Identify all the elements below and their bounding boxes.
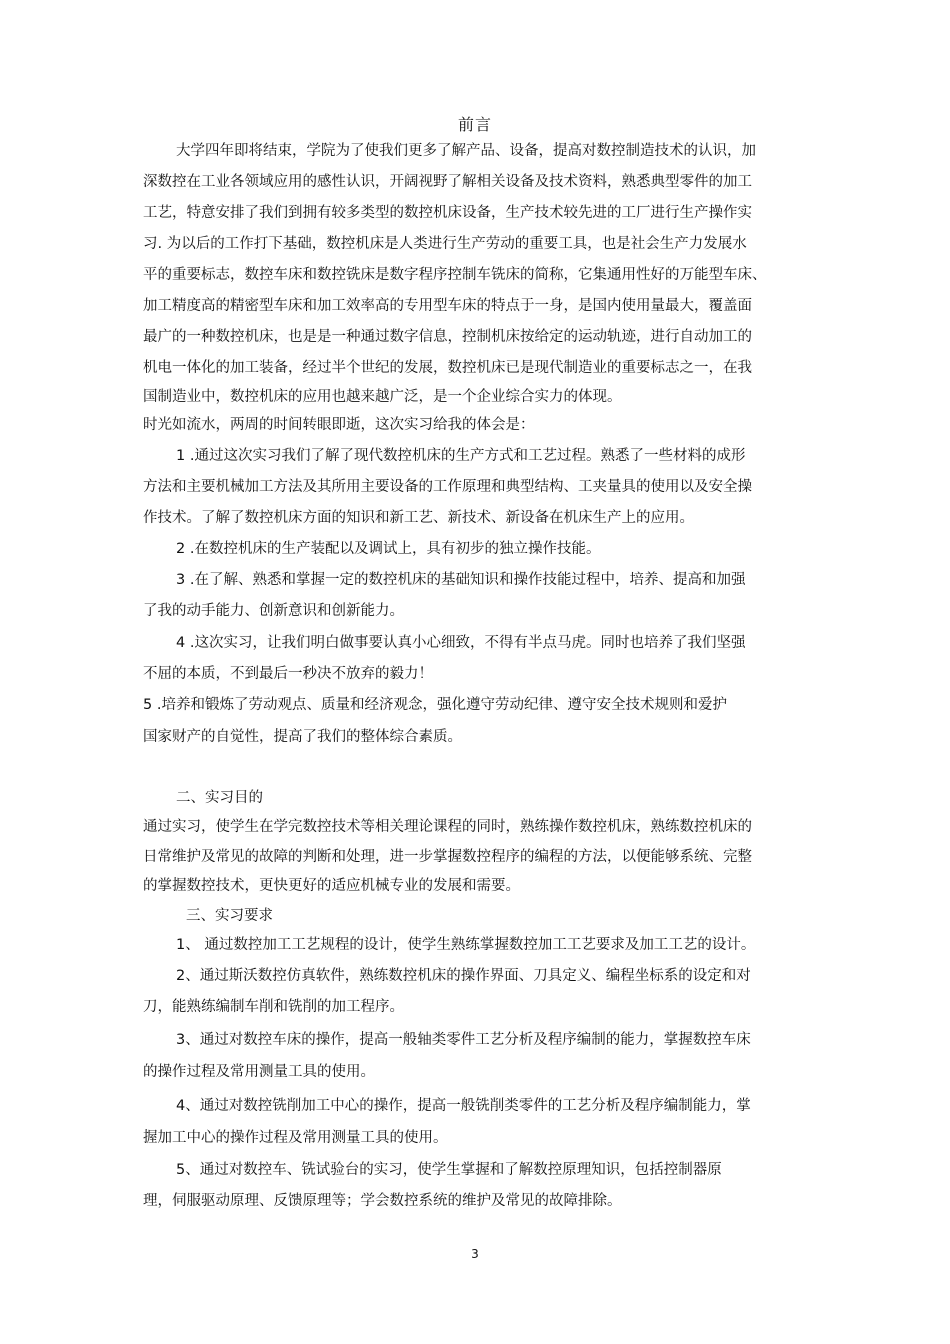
experience-line: 1 .通过这次实习我们了解了现代数控机床的生产方式和工艺过程。熟悉了一些材料的成形	[176, 448, 746, 464]
experience-line: 2 .在数控机床的生产装配以及调试上，具有初步的独立操作技能。	[176, 541, 601, 557]
intro-line: 加工精度高的精密型车床和加工效率高的专用型车床的特点于一身，是国内使用量最大，覆盖面	[143, 298, 752, 314]
experience-line: 方法和主要机械加工方法及其所用主要设备的工作原理和典型结构、工夹量具的使用以及安全操	[143, 479, 752, 495]
intro-line: 机电一体化的加工装备，经过半个世纪的发展，数控机床已是现代制造业的重要标志之一，在我	[143, 360, 752, 376]
section-line: 握加工中心的操作过程及常用测量工具的使用。	[143, 1130, 448, 1146]
experience-line: 5 .培养和锻炼了劳动观点、质量和经济观念，强化遵守劳动纪律、遵守安全技术规则和爱护	[143, 697, 727, 713]
intro-line: 工艺，特意安排了我们到拥有较多类型的数控机床设备，生产技术较先进的工厂进行生产操作实	[143, 205, 752, 221]
section-line: 4、通过对数控铣削加工中心的操作，提高一般铣削类零件的工艺分析及程序编制能力，掌	[176, 1098, 751, 1114]
intro-line: 大学四年即将结束，学院为了使我们更多了解产品、设备，提高对数控制造技术的认识，加	[176, 143, 756, 159]
page-number: 3	[471, 1247, 479, 1261]
intro-line: 深数控在工业各领域应用的感性认识，开阔视野了解相关设备及技术资料，熟悉典型零件的加工	[143, 174, 752, 190]
intro-line: 习. 为以后的工作打下基础，数控机床是人类进行生产劳动的重要工具，也是社会生产力发展水	[143, 236, 747, 252]
intro-line: 时光如流水，两周的时间转眼即逝，这次实习给我的体会是：	[143, 417, 535, 433]
intro-line: 最广的一种数控机床，也是是一种通过数字信息，控制机床按给定的运动轨迹，进行自动加工的	[143, 329, 752, 345]
section-line: 3、通过对数控车床的操作，提高一般轴类零件工艺分析及程序编制的能力，掌握数控车床	[176, 1032, 751, 1048]
section-line: 1、 通过数控加工工艺规程的设计，使学生熟练掌握数控加工工艺要求及加工工艺的设计。	[176, 937, 756, 953]
section-heading: 二、实习目的	[176, 790, 263, 806]
experience-line: 不屈的本质，不到最后一秒决不放弃的毅力！	[143, 666, 433, 682]
experience-line: 国家财产的自觉性，提高了我们的整体综合素质。	[143, 729, 462, 745]
section-heading: 三、实习要求	[186, 908, 273, 924]
page-title: 前言	[457, 115, 492, 134]
experience-line: 了我的动手能力、创新意识和创新能力。	[143, 603, 404, 619]
section-line: 刀，能熟练编制车削和铣削的加工程序。	[143, 999, 404, 1015]
section-line: 的操作过程及常用测量工具的使用。	[143, 1064, 375, 1080]
experience-line: 4 .这次实习，让我们明白做事要认真小心细致，不得有半点马虎。同时也培养了我们坚强	[176, 635, 746, 651]
section-line: 理，伺服驱动原理、反馈原理等；学会数控系统的维护及常见的故障排除。	[143, 1193, 622, 1209]
section-line: 2、通过斯沃数控仿真软件，熟练数控机床的操作界面、刀具定义、编程坐标系的设定和对	[176, 968, 751, 984]
experience-line: 3 .在了解、熟悉和掌握一定的数控机床的基础知识和操作技能过程中，培养、提高和加强	[176, 572, 746, 588]
section-line: 5、通过对数控车、铣试验台的实习，使学生掌握和了解数控原理知识，包括控制器原	[176, 1162, 722, 1178]
experience-line: 作技术。了解了数控机床方面的知识和新工艺、新技术、新设备在机床生产上的应用。	[143, 510, 694, 526]
intro-line: 国制造业中，数控机床的应用也越来越广泛，是一个企业综合实力的体现。	[143, 389, 622, 405]
section-line: 的掌握数控技术，更快更好的适应机械专业的发展和需要。	[143, 878, 520, 894]
intro-line: 平的重要标志，数控车床和数控铣床是数字程序控制车铣床的简称，它集通用性好的万能型车床、	[143, 267, 767, 283]
section-line: 日常维护及常见的故障的判断和处理，进一步掌握数控程序的编程的方法，以便能够系统、完整	[143, 849, 752, 865]
section-line: 通过实习，使学生在学完数控技术等相关理论课程的同时，熟练操作数控机床，熟练数控机床的	[143, 819, 752, 835]
